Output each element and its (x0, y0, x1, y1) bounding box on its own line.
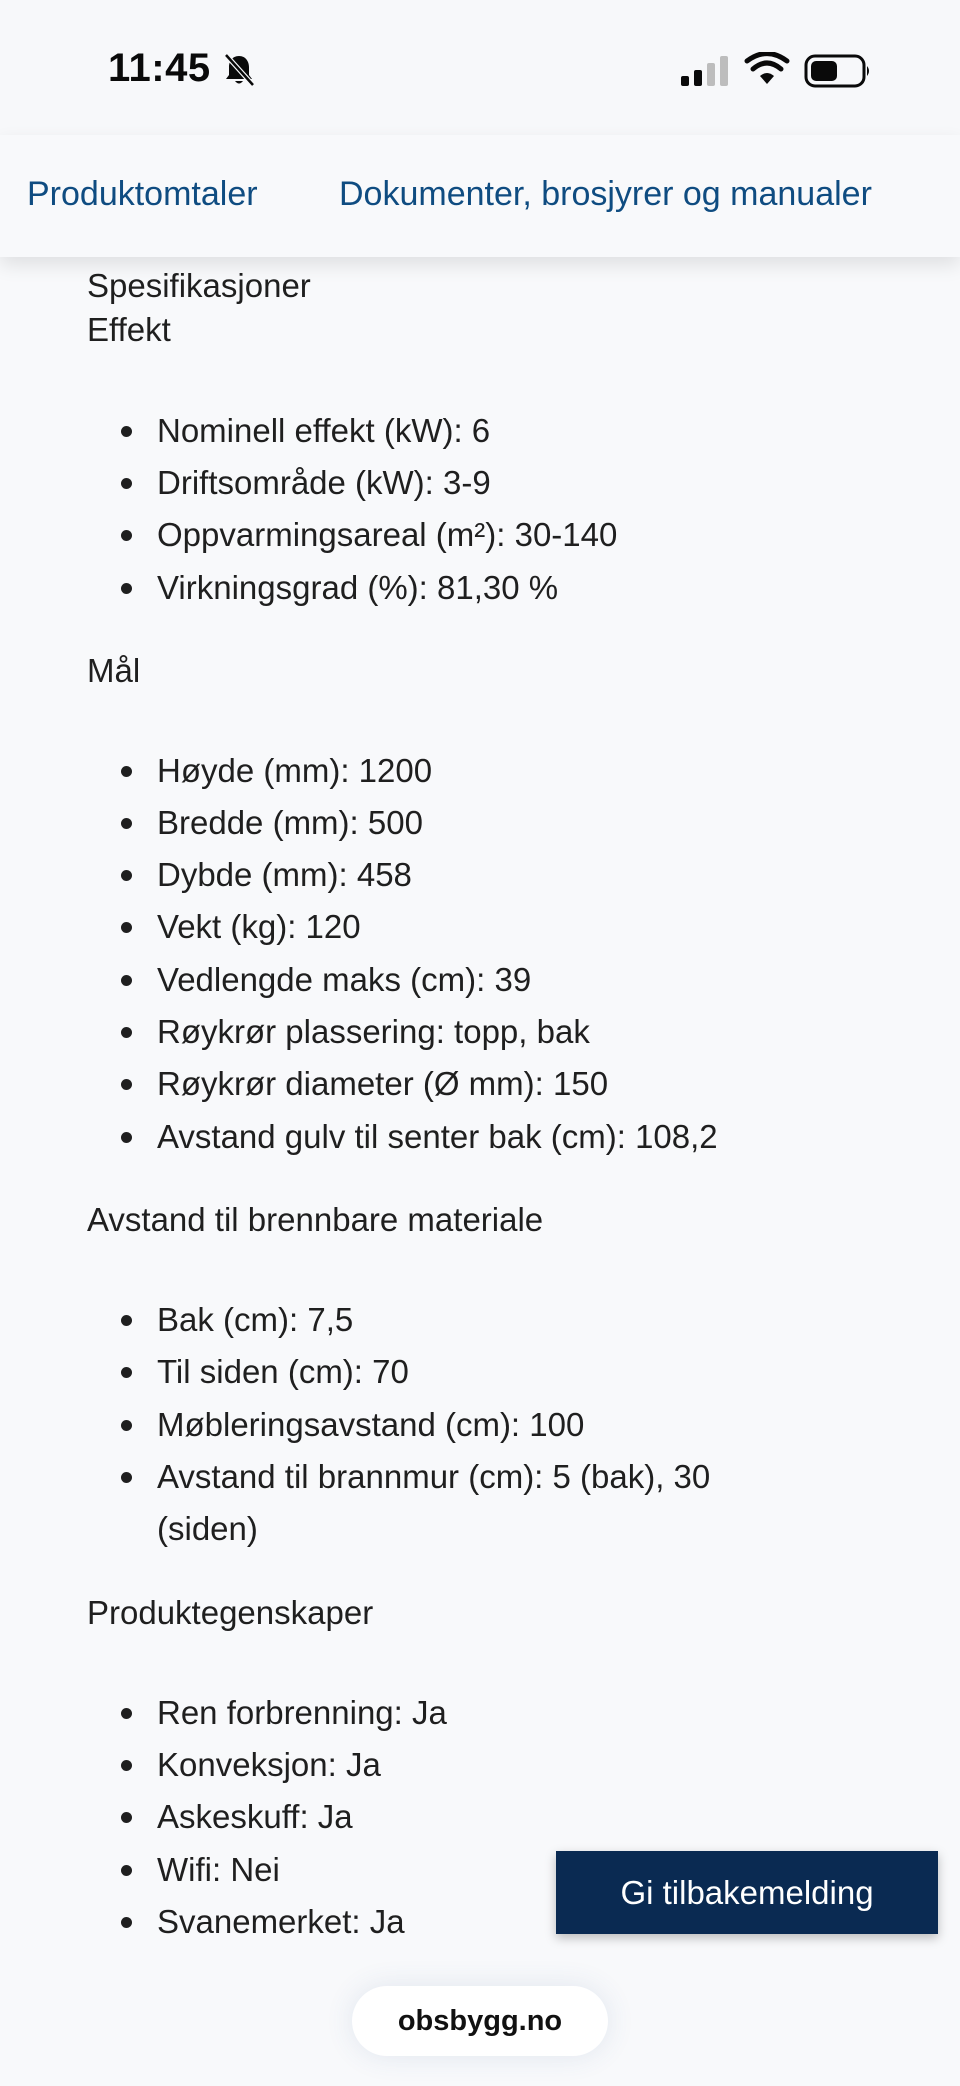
list-item: Vekt (kg): 120 (157, 901, 797, 953)
list-item: Møbleringsavstand (cm): 100 (157, 1399, 797, 1451)
url-bar[interactable]: obsbygg.no (352, 1986, 608, 2056)
list-item: Bak (cm): 7,5 (157, 1294, 797, 1346)
battery-icon (804, 54, 872, 88)
list-item: Høyde (mm): 1200 (157, 745, 797, 797)
list-item: Røykrør plassering: topp, bak (157, 1006, 797, 1058)
list-item: Wifi: Nei (157, 1844, 797, 1896)
list-item: Avstand til brannmur (cm): 5 (bak), 30 (siden) (157, 1451, 797, 1555)
tab-nav (0, 135, 960, 257)
section-heading-properties: Produktegenskaper (87, 1594, 374, 1631)
tab-documents[interactable]: Dokumenter, brosjyrer og manualer (339, 175, 872, 213)
section-heading-dimensions: Mål (87, 652, 141, 689)
section-heading-clearance: Avstand til brennbare materiale (87, 1201, 544, 1238)
list-item: Bredde (mm): 500 (157, 797, 797, 849)
list-item: Røykrør diameter (Ø mm): 150 (157, 1058, 797, 1110)
status-bar (0, 0, 960, 135)
list-item: Ren forbrenning: Ja (157, 1687, 797, 1739)
list-item: Nominell effekt (kW): 6 (157, 405, 797, 457)
signal-icon (680, 56, 730, 86)
list-item: Svanemerket: Ja (157, 1896, 797, 1948)
list-item: Askeskuff: Ja (157, 1791, 797, 1843)
list-item: Virkningsgrad (%): 81,30 % (157, 562, 797, 614)
list-item: Driftsområde (kW): 3-9 (157, 457, 797, 509)
feedback-button[interactable]: Gi tilbakemelding (556, 1851, 938, 1934)
list-item: Oppvarmingsareal (m²): 30-140 (157, 509, 797, 561)
list-item: Dybde (mm): 458 (157, 849, 797, 901)
tab-product-reviews[interactable]: Produktomtaler (27, 175, 258, 213)
wifi-icon (744, 52, 790, 86)
bell-slash-icon (222, 52, 256, 88)
list-item: Avstand gulv til senter bak (cm): 108,2 (157, 1111, 797, 1163)
list-item: Vedlengde maks (cm): 39 (157, 954, 797, 1006)
list-item: Til siden (cm): 70 (157, 1346, 797, 1398)
status-time: 11:45 (108, 46, 211, 90)
list-item: Konveksjon: Ja (157, 1739, 797, 1791)
section-title-specs: Spesifikasjoner (87, 267, 311, 304)
section-heading-effect: Effekt (87, 311, 171, 348)
